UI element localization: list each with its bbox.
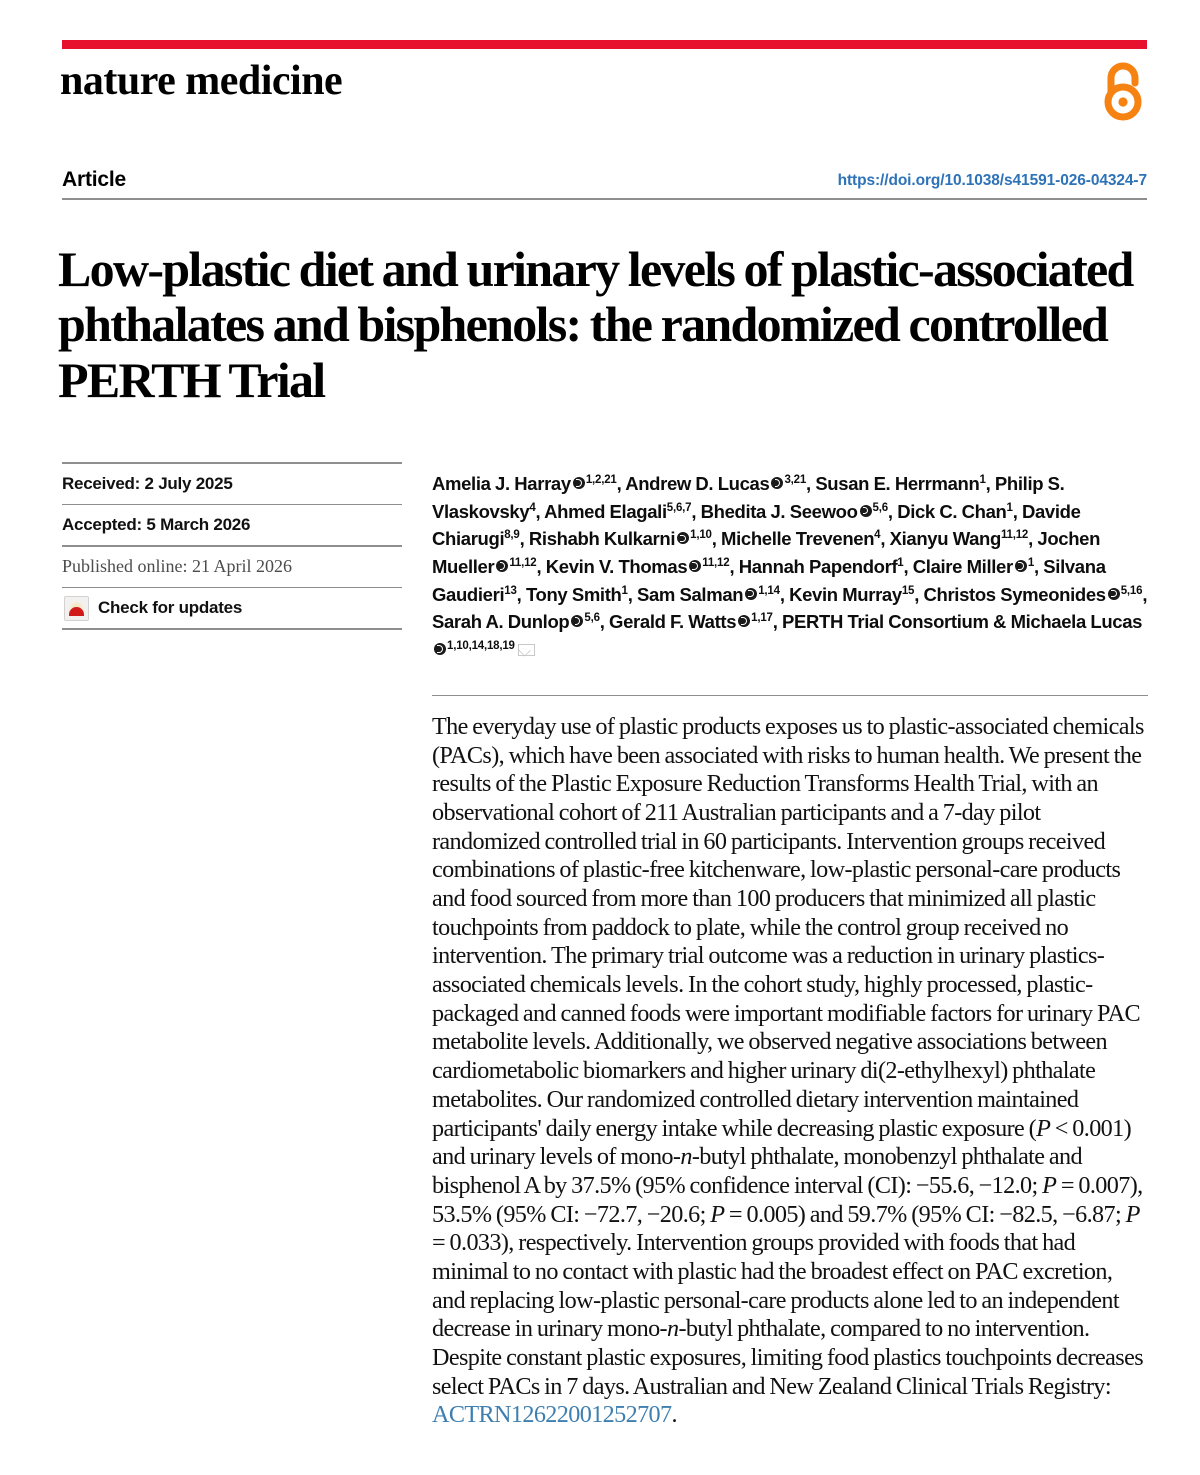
doi-link[interactable]: https://doi.org/10.1038/s41591-026-04324-7 xyxy=(837,172,1147,189)
author-name[interactable]: Bhedita J. Seewoo xyxy=(700,500,858,522)
author-affiliation-marker: 1 xyxy=(621,584,628,597)
author-affiliation-marker: 1,2,21 xyxy=(585,473,617,486)
orcid-icon[interactable] xyxy=(1015,560,1027,572)
author-affiliation-marker: 8,9 xyxy=(504,529,520,542)
author-name[interactable]: Andrew D. Lucas xyxy=(625,473,770,494)
orcid-icon[interactable] xyxy=(689,560,701,572)
author-affiliation-marker: 4 xyxy=(874,529,881,542)
author-name[interactable]: Sam Salman xyxy=(636,583,744,605)
kicker-divider xyxy=(62,198,1147,200)
author-affiliation-marker: 11,12 xyxy=(509,556,537,569)
author-affiliation-marker: 15 xyxy=(901,584,915,597)
orcid-icon[interactable] xyxy=(573,477,585,489)
kicker-row xyxy=(62,168,1147,202)
article-body xyxy=(432,470,1148,1430)
journal-masthead: nature medicine xyxy=(60,58,343,104)
author-name[interactable]: Tony Smith xyxy=(525,583,622,605)
crossmark-icon xyxy=(64,596,89,621)
orcid-icon[interactable] xyxy=(571,615,583,627)
check-for-updates-label: Check for updates xyxy=(98,598,243,617)
author-affiliation-marker: 1,14 xyxy=(758,584,780,597)
abstract-divider xyxy=(432,695,1148,697)
author-name[interactable]: Dick C. Chan xyxy=(897,500,1007,522)
author-name[interactable]: Michelle Trevenen xyxy=(721,528,875,550)
author-name[interactable]: Philip S. Vlaskovsky xyxy=(432,473,1065,522)
author-affiliation-marker: 1 xyxy=(1027,556,1035,569)
author-affiliation-marker: 3,21 xyxy=(784,473,807,486)
author-affiliation-marker: 11,12 xyxy=(1000,529,1029,542)
orcid-icon[interactable] xyxy=(860,505,872,517)
author-name[interactable]: Susan E. Herrmann xyxy=(815,473,980,494)
author-name[interactable]: Sarah A. Dunlop xyxy=(432,611,570,633)
orcid-icon[interactable] xyxy=(496,560,508,572)
trial-registry-link[interactable]: ACTRN12622001252707 xyxy=(432,1401,672,1429)
author-name[interactable]: Gerald F. Watts xyxy=(609,611,737,633)
abstract-text: The everyday use of plastic products exposes us to plastic-associated chemicals (PACs), which have been associated with risks to human health. We present the results of the Plastic Exposure Reduction Transforms Health Trial, with an observational cohort of 211 Australian participants and a 7-day pilot randomized controlled trial in 60 participants. Intervention groups received combinations of plastic-free kitchenware, low-plastic personal-care products and food sourced from more than 100 producers that minimized all plastic touchpoints from paddock to plate, while the control group received no intervention. The primary trial outcome was a reduction in urinary plastics-associated chemicals levels. In the cohort study, highly processed, plastic-packaged and canned foods were important modifiable factors for urinary PAC metabolite levels. Additionally, we observed negative associations between cardiometabolic biomarkers and higher urinary di(2-ethylhexyl) phthalate metabolites. Our randomized controlled dietary intervention maintained participants' daily energy intake while decreasing plastic exposure (P < 0.001) and urinary levels of mono-n-butyl phthalate, monobenzyl phthalate and bisphenol A by 37.5% (95% confidence interval (CI): −55.6, −12.0; P = 0.007), 53.5% (95% CI: −72.7, −20.6; P = 0.005) and 59.7% (95% CI: −82.5, −6.87; P = 0.033), respectively. Intervention groups provided with foods that had minimal to no contact with plastic had the broadest effect on PAC excretion, and replacing low-plastic personal-care products alone led to an independent decrease in urinary mono-n-butyl phthalate, compared to no intervention. Despite constant plastic exposures, limiting food plastics touchpoints decreases select PACs in 7 days. Australian and New Zealand Clinical Trials Registry: ACTRN12622001252707. xyxy=(432,713,1144,1429)
article-type-label: Article xyxy=(62,168,126,191)
author-name[interactable]: Rishabh Kulkarni xyxy=(528,528,676,550)
page-title: Low-plastic diet and urinary levels of plastic-associated phthalates and bisphenols: the randomized controlled PERTH Trial xyxy=(58,240,1133,408)
author-name[interactable]: Silvana Gaudieri xyxy=(432,555,1106,605)
published-date: Published online: 21 April 2026 xyxy=(62,556,293,576)
meta-divider xyxy=(62,628,402,630)
email-envelope-icon[interactable] xyxy=(518,644,535,656)
author-name[interactable]: Kevin Murray xyxy=(789,583,902,605)
orcid-icon[interactable] xyxy=(1108,588,1120,600)
author-affiliation-marker: 4 xyxy=(529,501,536,514)
author-affiliation-marker: 11,12 xyxy=(702,556,730,569)
author-name[interactable]: Ahmed Elagali xyxy=(544,500,667,522)
orcid-icon[interactable] xyxy=(677,532,689,544)
masthead-accent-rule xyxy=(62,40,1147,49)
orcid-icon[interactable] xyxy=(738,615,750,627)
author-affiliation-marker: 1 xyxy=(897,556,904,569)
orcid-icon[interactable] xyxy=(771,477,783,489)
author-affiliation-marker: 13 xyxy=(504,584,517,597)
author-name[interactable]: Michaela Lucas xyxy=(1010,611,1143,633)
author-name[interactable]: Kevin V. Thomas xyxy=(545,555,688,577)
author-name[interactable]: Christos Symeonides xyxy=(923,583,1106,605)
author-affiliation-marker: 5,16 xyxy=(1120,584,1143,597)
article-metadata xyxy=(62,462,402,630)
author-affiliation-marker: 1,10,14,18,19 xyxy=(447,639,515,652)
author-name[interactable]: PERTH Trial Consortium xyxy=(782,611,989,633)
received-date: Received: 2 July 2025 xyxy=(62,473,233,493)
open-access-lock-icon xyxy=(1093,61,1153,123)
orcid-icon[interactable] xyxy=(745,588,757,600)
accepted-date: Accepted: 5 March 2026 xyxy=(62,515,251,534)
author-list: Amelia J. Harray $^{1,2,21}$, Andrew D. Lucas $^{3,21}$, Susan E. Herrmann$^1$, Philip S. Vlaskovsky$^4$, Ahmed Elagali$^{5,6,7}$, Bhedita J. Seewoo $^{5,6}$, Dick C. Chan$^1$, Davide Chiarugi$^{8,9}$, Rishabh Kulkarni $^{1,10}$, Michelle Trevenen$^4$, Xianyu Wang$^{11,12}$, Jochen Mueller $^{11,12}$, Kevin V. Thomas $^{11,12}$, Hannah Papendorf$^1$, Claire Miller $^1$, Silvana Gaudieri$^{13}$, Tony Smith$^1$, Sam Salman $^{1,14}$, Kevin Murray$^{15}$, Christos Symeonides $^{5,16}$, Sarah A. Dunlop $^{5,6}$, Gerald F. Watts $^{1,17}$, PERTH Trial Consortium & Michaela Lucas$^{1,10,14,18,19}$ xyxy=(432,470,1148,664)
author-name[interactable]: Amelia J. Harray xyxy=(432,473,571,494)
author-affiliation-marker: 1 xyxy=(1006,501,1013,514)
author-name[interactable]: Xianyu Wang xyxy=(889,528,1001,550)
author-affiliation-marker: 1,17 xyxy=(751,612,773,625)
author-affiliation-marker: 5,6 xyxy=(584,612,600,625)
author-affiliation-marker: 1,10 xyxy=(690,529,712,542)
author-name[interactable]: Hannah Papendorf xyxy=(738,555,898,577)
author-name[interactable]: Claire Miller xyxy=(912,555,1013,577)
check-for-updates-button[interactable] xyxy=(62,588,402,628)
author-name[interactable]: Davide Chiarugi xyxy=(432,500,1081,550)
orcid-icon[interactable] xyxy=(434,643,446,655)
author-affiliation-marker: 1 xyxy=(979,473,986,486)
author-name[interactable]: Jochen Mueller xyxy=(432,528,1101,577)
author-affiliation-marker: 5,6 xyxy=(872,501,888,514)
author-affiliation-marker: 5,6,7 xyxy=(666,501,692,514)
